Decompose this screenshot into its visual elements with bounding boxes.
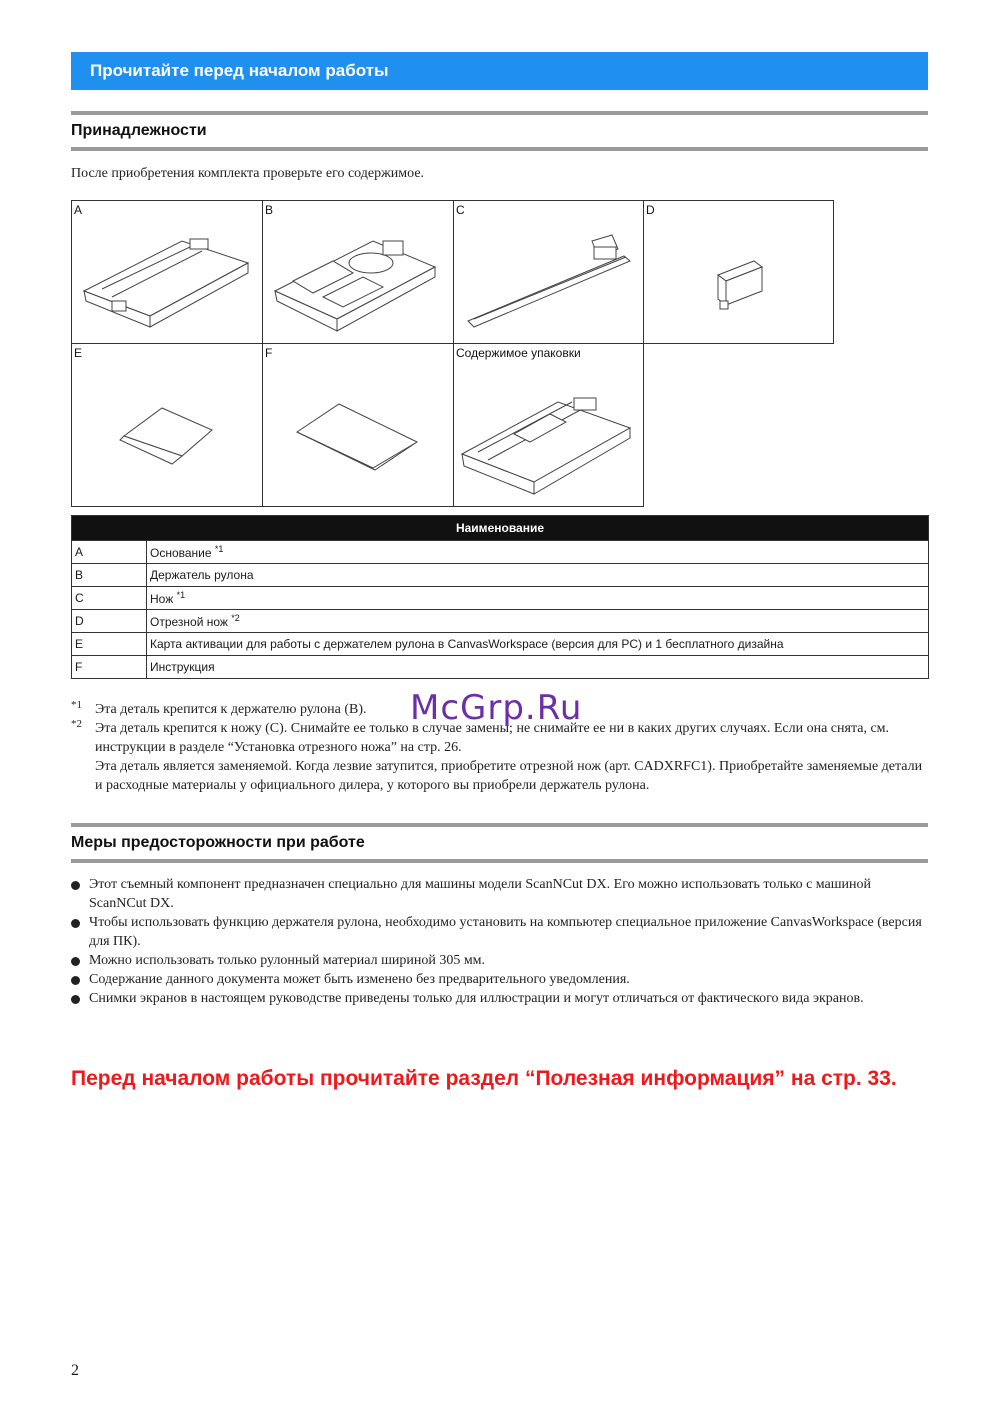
table-row [72,633,929,656]
accessories-heading-text: Принадлежности [71,122,207,139]
list-item: Содержание данного документа может быть изменено без предварительного уведомления. [71,970,931,989]
accessories-heading [71,111,928,151]
row-name [147,656,929,679]
cell-package [453,343,644,507]
knife-illustration-icon [454,201,643,343]
manual-illustration-icon [263,344,453,506]
row-name-text: Инструкция [150,660,215,674]
table-row [72,656,929,679]
row-ref: *1 [214,544,224,554]
cell-f-label: F [265,346,273,360]
accessories-intro: После приобретения комплекта проверьте его содержимое. [71,166,425,181]
cell-e-label: E [74,346,83,360]
precautions-list [71,875,931,1008]
row-ref: *1 [176,590,186,600]
row-name-text: Основание [150,546,212,560]
row-name-text: Карта активации для работы с держателем рулона в CanvasWorkspace (версия для PC) и 1 бесплатного дизайна [150,637,784,651]
list-item: Можно использовать только рулонный материал шириной 305 мм. [71,951,931,970]
cell-b [262,200,454,344]
footnote-mark: *1 [71,699,82,711]
cell-c-label: C [456,203,465,217]
row-key: A [72,541,147,564]
useful-info-notice: Перед началом работы прочитайте раздел “Полезная информация” на стр. 33. [71,1067,897,1090]
row-key: D [72,610,147,633]
page-number: 2 [71,1362,79,1379]
precautions-heading [71,823,928,863]
list-item: Снимки экранов в настоящем руководстве приведены только для иллюстрации и могут отличаться от фактического вида экранов. [71,989,931,1008]
footnote-mark: *2 [71,718,82,730]
row-name [147,541,929,564]
footnote-text: Эта деталь крепится к держателю рулона (B). [95,702,367,717]
names-table-header: Наименование [72,516,929,541]
row-name-text: Отрезной нож [150,615,228,629]
row-name [147,633,929,656]
footnote-2 [71,719,931,795]
cell-d-label: D [646,203,655,217]
cell-a [71,200,263,344]
cell-a-label: A [74,203,83,217]
banner-title: Прочитайте перед началом работы [90,61,389,80]
cell-c [453,200,644,344]
package-contents-illustration-icon [454,344,643,506]
base-illustration-icon [72,201,262,343]
row-name-text: Держатель рулона [150,568,254,582]
footnote-text: Эта деталь является заменяемой. Когда лезвие затупится, приобретите отрезной нож (арт. CADXRFC1). Приобретайте заменяемые детали и расходные материалы у официального дилера, у которого вы приобрели держатель рулона. [95,759,923,793]
list-item: Чтобы использовать функцию держателя рулона, необходимо установить на компьютер специальное приложение CanvasWorkspace (версия для ПК). [71,913,931,951]
list-item: Этот съемный компонент предназначен специально для машины модели ScanNCut DX. Его можно использовать только с машиной ScanNCut DX. [71,875,931,913]
cell-f [262,343,454,507]
row-name [147,610,929,633]
row-ref: *2 [231,613,240,623]
table-row [72,564,929,587]
row-key: B [72,564,147,587]
page-banner [71,52,928,90]
cell-d [643,200,834,344]
footnote-text: Эта деталь крепится к ножу (C). Снимайте ее только в случае замены; не снимайте ее ни в каких других случаях. Если она снята, см. инструкции в разделе “Установка отрезного ножа” на стр. 26. [95,721,890,755]
watermark-logo: McGrp.Ru [410,688,583,728]
table-row [72,541,929,564]
row-name-text: Нож [150,592,174,606]
row-key: E [72,633,147,656]
roll-holder-illustration-icon [263,201,453,343]
precautions-heading-text: Меры предосторожности при работе [71,834,365,851]
row-name [147,587,929,610]
cell-e [71,343,263,507]
row-name [147,564,929,587]
cutter-illustration-icon [644,201,833,343]
activation-card-illustration-icon [72,344,262,506]
cell-package-label: Содержимое упаковки [456,346,581,360]
row-key: F [72,656,147,679]
row-key: C [72,587,147,610]
names-table [71,515,929,679]
table-row [72,610,929,633]
table-row [72,587,929,610]
cell-b-label: B [265,203,274,217]
